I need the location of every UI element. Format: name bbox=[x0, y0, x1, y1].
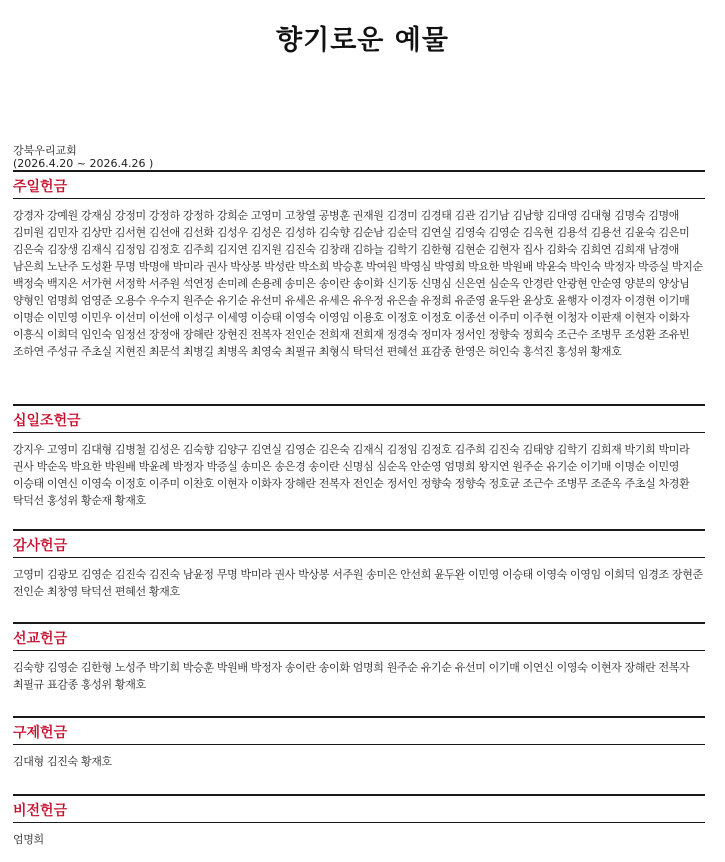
church-name: 강북우리교회 bbox=[13, 144, 77, 157]
section-divider bbox=[13, 716, 705, 718]
section-heading: 주일헌금 bbox=[13, 179, 68, 195]
date-range: (2026.4.20 ~ 2026.4.26 ) bbox=[13, 157, 154, 170]
section-heading: 구제헌금 bbox=[13, 725, 68, 741]
section-thanksgiving-offering bbox=[13, 529, 705, 600]
section-divider bbox=[13, 170, 705, 172]
donor-names: 강지우 고영미 김대형 김병철 김성은 김숙향 김양구 김연실 김영순 김은숙 김재식 김정임 김정호 김주희 김진숙 김태양 김학기 김희재 박기희 박미라 권사 박순옥 박요한 박원배 박윤례 박정자 박증실 송미은 송은경 송이란 신명심 심순옥 안순영 엄명희 왕지연 원주순 유기순 이기매 이명순 이민영 이승태 이연신 이영숙 이정호 이주미 이찬호 이현자 이화자 장해란 전복자 전인순 정서인 정향숙 정향숙 정호균 조근수 조병무 조준옥 주초실 차경환 탁덕선 홍성위 황순재 황재호 bbox=[13, 443, 690, 507]
section-mission-offering bbox=[13, 622, 705, 693]
church-info bbox=[13, 144, 153, 170]
page-title: 향기로운 예물 bbox=[276, 25, 449, 56]
donor-names: 김숙향 김영순 김한형 노성주 박기희 박승훈 박원배 박정자 송이란 송이화 엄명희 원주순 유기순 유선미 이기매 이연신 이영숙 이현자 장해란 전복자 최필규 표감종 홍성위 황재호 bbox=[13, 661, 690, 691]
section-heading: 십일조헌금 bbox=[13, 413, 81, 429]
section-divider bbox=[13, 404, 705, 406]
section-divider bbox=[13, 557, 705, 558]
section-divider bbox=[13, 650, 705, 651]
section-divider bbox=[13, 794, 705, 796]
section-divider bbox=[13, 622, 705, 624]
section-vision-offering bbox=[13, 794, 705, 848]
section-sunday-offering bbox=[13, 170, 705, 360]
section-divider bbox=[13, 198, 705, 199]
section-heading: 선교헌금 bbox=[13, 631, 68, 647]
section-divider bbox=[13, 744, 705, 745]
donor-names: 김대형 김진숙 황재호 bbox=[13, 755, 112, 768]
section-divider bbox=[13, 529, 705, 531]
donor-names: 강경자 강예원 강재심 강정미 강정하 강정하 강희순 고영미 고창열 공병훈 권재원 김경미 김경태 김관 김기남 김남향 김대영 김대형 김명숙 김명애 김미원 김민자 김상만 김서현 김선애 김선화 김성우 김성은 김성하 김숙향 김순남 김순덕 김연실 김영숙 김영순 김옥현 김용석 김용선 김윤숙 김은미 김은숙 김장생 김재식 김정임 김정호 김주희 김지연 김지원 김진숙 김창래 김하늘 김학기 김한형 김현순 김현자 집사 김화숙 김희연 김희재 남경애 남은희 노난주 도성환 무명 박명애 박미라 권사 박상봉 박성란 박소희 박승훈 박여원 박영심 박영희 박요한 박원배 박윤숙 박인숙 박정자 박증실 박지순 백정숙 백지은 서가현 서정학 서주원 석연정 손미례 손용례 송미은 송이란 송이화 신기동 신명심 신은연 심순옥 안경란 안광현 안순영 양분의 양상님 양형인 엄명희 엄영준 오용수 우수지 원주순 유기순 유선미 유세은 유세은 유우정 유은솔 유정희 유준영 윤두완 윤상호 윤행자 이경자 이경현 이기매 이명순 이민영 이민우 이선미 이선애 이성구 이세영 이승태 이영숙 이영임 이용호 이정호 이정호 이종선 이주미 이주현 이청자 이판재 이현자 이화자 이흥식 이희덕 임인숙 임정선 장정애 장해란 장현진 전복자 전인순 전희재 전희재 정경숙 정미자 정서인 정향숙 정희숙 조근수 조병무 조성환 조유빈 조하연 주성규 주초실 지현진 최문석 최병길 최병옥 최영숙 최필규 최형식 탁덕선 편혜선 표감종 한영은 허인숙 홍석진 홍성위 황재호 bbox=[13, 209, 703, 358]
section-heading: 감사헌금 bbox=[13, 538, 68, 554]
section-heading: 비전헌금 bbox=[13, 803, 68, 819]
section-divider bbox=[13, 432, 705, 433]
section-relief-offering bbox=[13, 716, 705, 770]
donor-names: 엄명희 bbox=[13, 833, 44, 846]
section-tithe bbox=[13, 404, 705, 509]
donor-names: 고영미 김광모 김영순 김진숙 김진숙 남윤정 무명 박미라 권사 박상봉 서주원 송미은 안선희 윤두완 이민영 이승태 이영숙 이영임 이희덕 임경조 장현준 전인순 최창영 탁덕선 편혜선 황재호 bbox=[13, 568, 703, 598]
section-divider bbox=[13, 822, 705, 823]
